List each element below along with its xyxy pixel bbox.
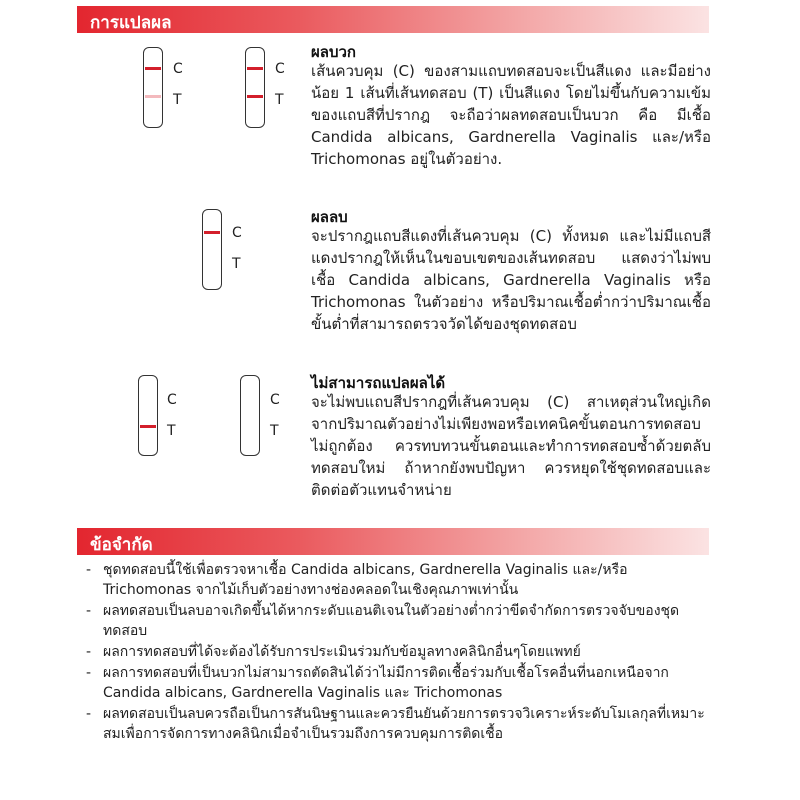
negative-description: จะปรากฎแถบสีแดงที่เส้นควบคุม (C) ทั้งหมด และไม่มีแถบสีแดงปรากฎให้เห็นในขอบเขตของเส้นทดสอบ แสดงว่าไม่พบเชื้อ Candida albicans, Gardnerella Vaginalis หรือ Trichomonas ในตัวอย่าง หรือปริมาณเชื้อต่ำกว่าปริมาณเชื้อขั้นต่ำที่สามารถตรวจวัดได้ของชุดทดสอบ: [311, 227, 711, 333]
invalid-strip-test-only: [138, 375, 158, 456]
strip-label-t: T: [173, 92, 182, 108]
strip-label-t: T: [167, 423, 176, 439]
control-line: [247, 67, 263, 70]
test-line: [140, 425, 156, 428]
invalid-description: จะไม่พบแถบสีปรากฎที่เส้นควบคุม (C) สาเหตุส่วนใหญ่เกิดจากปริมาณตัวอย่างไม่เพียงพอหรือเทคนิคขั้นตอนการทดสอบไม่ถูกต้อง ควรทบทวนขั้นตอนและทำการทดสอบซ้ำด้วยตลับทดสอบใหม่ ถ้าหากยังพบปัญหา ควรหยุดใช้ชุดทดสอบและติดต่อตัวแทนจำหน่าย: [311, 393, 711, 499]
control-line: [204, 231, 220, 234]
invalid-title: ไม่สามารถแปลผลได้: [311, 374, 446, 392]
strip-label-c: C: [173, 61, 183, 77]
strip-label-t: T: [232, 256, 241, 272]
test-line: [247, 95, 263, 98]
limitation-item: - ผลการทดสอบที่เป็นบวกไม่สามารถตัดสินได้ว่าไม่มีการติดเชื้อร่วมกับเชื้อโรคอื่นที่นอกเหนือจาก Candida albicans, Gardnerella Vaginalis และ Trichomonas: [86, 663, 712, 703]
limitation-item: - ผลทดสอบเป็นลบอาจเกิดขึ้นได้หากระดับแอนติเจนในตัวอย่างต่ำกว่าขีดจำกัดการตรวจจับของชุดทดสอบ: [86, 601, 712, 641]
interpretation-header: [77, 6, 709, 33]
invalid-strip-blank: [240, 375, 260, 456]
strip-label-c: C: [275, 61, 285, 77]
strip-label-c: C: [167, 392, 177, 408]
limitation-item: - ผลการทดสอบที่ได้จะต้องได้รับการประเมินร่วมกับข้อมูลทางคลินิกอื่นๆโดยแพทย์: [86, 642, 712, 662]
strip-label-t: T: [275, 92, 284, 108]
positive-description: เส้นควบคุม (C) ของสามแถบทดสอบจะเป็นสีแดง และมีอย่างน้อย 1 เส้นที่เส้นทดสอบ (T) เป็นสีแดง โดยไม่ขึ้นกับความเข้มของแถบสีที่ปรากฎ จะถือว่าผลทดสอบเป็นบวก คือ มีเชื้อ Candida albicans, Gardnerella Vaginalis และ/หรือ Trichomonas อยู่ในตัวอย่าง.: [311, 62, 711, 168]
test-line-faint: [145, 95, 161, 98]
limitation-item: - ชุดทดสอบนี้ใช้เพื่อตรวจหาเชื้อ Candida albicans, Gardnerella Vaginalis และ/หรือ Trichomonas จากไม้เก็บตัวอย่างทางช่องคลอดในเชิงคุณภาพเท่านั้น: [86, 560, 712, 600]
positive-strip-faint: [143, 47, 163, 128]
limitations-list: [86, 560, 712, 745]
strip-label-c: C: [232, 225, 242, 241]
strip-label-c: C: [270, 392, 280, 408]
positive-strip-strong: [245, 47, 265, 128]
limitation-item: - ผลทดสอบเป็นลบควรถือเป็นการสันนิษฐานและควรยืนยันด้วยการตรวจวิเคราะห์ระดับโมเลกุลที่เหมาะสมเพื่อการจัดการทางคลินิกเมื่อจำเป็นรวมถึงการควบคุมการติดเชื้อ: [86, 704, 712, 744]
strip-label-t: T: [270, 423, 279, 439]
negative-strip: [202, 209, 222, 290]
control-line: [145, 67, 161, 70]
limitations-header: [77, 528, 709, 555]
positive-title: ผลบวก: [311, 43, 357, 61]
limitations-title: ข้อจำกัด: [90, 535, 153, 555]
interpretation-title: การแปลผล: [90, 13, 172, 33]
negative-title: ผลลบ: [311, 208, 348, 226]
